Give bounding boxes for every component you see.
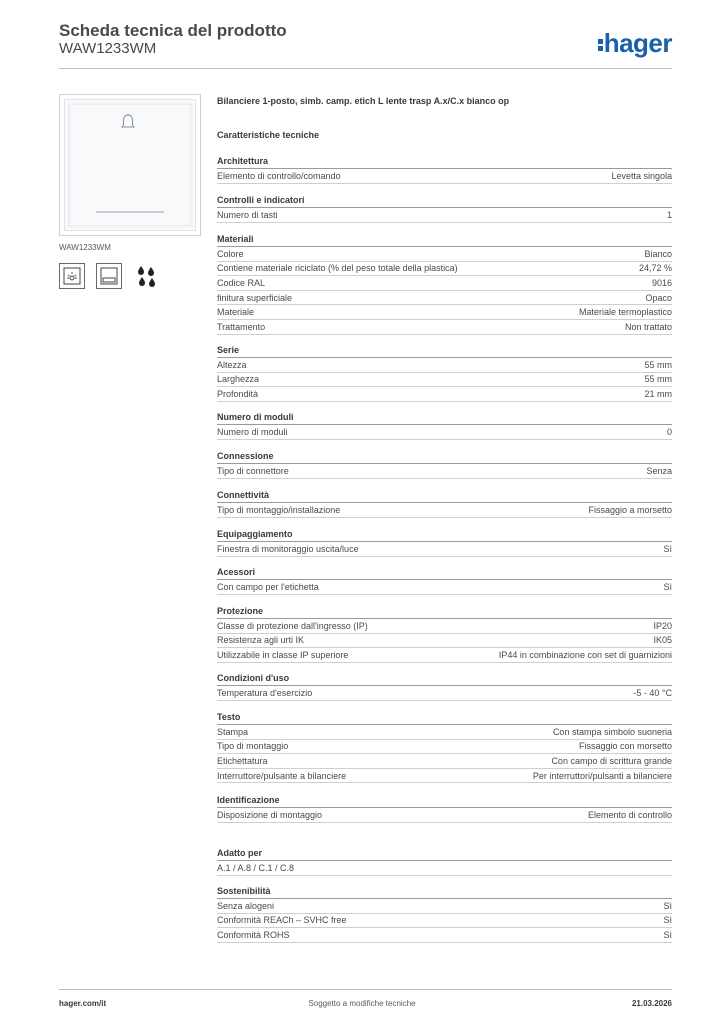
characteristics-heading: Caratteristiche tecniche (217, 130, 320, 140)
feature-icons (59, 263, 159, 289)
spec-label: Classe di protezione dall'ingresso (IP) (217, 620, 368, 631)
spec-row (217, 262, 672, 277)
image-caption: WAW1233WM (59, 243, 111, 252)
spec-value: IP20 (653, 620, 672, 631)
spec-label: Stampa (217, 726, 249, 737)
section-title: Identificazione (217, 795, 280, 805)
spec-label: Etichettatura (217, 755, 268, 766)
spec-row (217, 899, 672, 914)
spec-row (217, 373, 672, 388)
spec-row (217, 464, 672, 479)
spec-label: Senza alogeni (217, 900, 275, 911)
spec-value: 55 mm (644, 359, 672, 370)
spec-row (217, 291, 672, 306)
spec-label: finitura superficiale (217, 292, 293, 303)
section-title: Controlli e indicatori (217, 195, 305, 205)
spec-row (217, 769, 672, 784)
spec-row (217, 247, 672, 262)
spec-row (217, 808, 672, 823)
spec-label: Interruttore/pulsante a bilanciere (217, 770, 347, 781)
spec-value: Senza (646, 465, 672, 476)
section-title: Connettività (217, 490, 270, 500)
spec-label: Larghezza (217, 374, 260, 385)
spec-value: Elemento di controllo (587, 809, 672, 820)
spec-label: Elemento di controllo/comando (217, 170, 341, 181)
spec-label: Utilizzabile in classe IP superiore (217, 649, 349, 660)
spec-row (217, 686, 672, 701)
section-title: Materiali (217, 234, 254, 244)
spec-row (217, 928, 672, 943)
footer-date: 21.03.2026 (631, 999, 672, 1008)
spec-row (217, 387, 672, 402)
spec-label: Tipo di connettore (217, 465, 289, 476)
spec-value: Sì (663, 581, 672, 592)
section-title: Equipaggiamento (217, 529, 293, 539)
spec-row (217, 305, 672, 320)
section-title: Numero di moduli (217, 412, 294, 422)
spec-row (217, 503, 672, 518)
spec-value: Sì (663, 543, 672, 554)
product-image (59, 94, 201, 236)
spec-value: Con stampa simbolo suoneria (552, 726, 672, 737)
spec-label: Colore (217, 248, 244, 259)
spec-label: Resistenza agli urti IK (217, 635, 305, 646)
document-title: Scheda tecnica del prodotto (59, 21, 287, 40)
logo-text: hager (603, 28, 672, 58)
spec-value: Levetta singola (611, 170, 672, 181)
footer-note: Soggetto a modifiche tecniche (308, 999, 416, 1008)
spec-value: Sì (663, 915, 672, 926)
section-title: Condizioni d'uso (217, 673, 290, 683)
spec-value: 1 (666, 209, 672, 220)
spec-label: Conformità REACh – SVHC free (217, 915, 347, 926)
footer-divider (59, 989, 672, 990)
spec-row (217, 648, 672, 663)
spec-value: IP44 in combinazione con set di guarnizioni (498, 649, 672, 660)
spec-value: Sì (663, 900, 672, 911)
spec-label: Profondità (217, 388, 259, 399)
spec-row (217, 276, 672, 291)
spec-row (217, 725, 672, 740)
spec-value: 9016 (651, 277, 672, 288)
spec-value: Non trattato (624, 321, 672, 332)
section-title: Protezione (217, 606, 264, 616)
spec-row (217, 580, 672, 595)
section-title: Serie (217, 345, 240, 355)
spec-row (217, 619, 672, 634)
hager-logo (598, 28, 672, 59)
spec-value: Materiale termoplastico (578, 307, 672, 318)
spec-value: IK05 (653, 635, 672, 646)
footer-website[interactable]: hager.com/it (59, 999, 107, 1008)
label-strip (96, 211, 164, 213)
spec-row (217, 425, 672, 440)
spec-value: 21 mm (644, 388, 672, 399)
spec-value: Per interruttori/pulsanti a bilanciere (532, 770, 672, 781)
spec-label: Temperatura d'esercizio (217, 687, 313, 698)
spec-label: Tipo di montaggio/installazione (217, 504, 341, 515)
spec-value: Con campo di scrittura grande (551, 755, 672, 766)
bell-icon (120, 113, 136, 131)
spec-row (217, 914, 672, 929)
spec-row (217, 542, 672, 557)
section-title: Sostenibilità (217, 886, 271, 896)
section-title: Acessori (217, 567, 256, 577)
spec-row (217, 169, 672, 184)
spec-label: Trattamento (217, 321, 266, 332)
spec-row (217, 740, 672, 755)
spec-row (217, 358, 672, 373)
label-field-icon (96, 263, 122, 289)
spec-value: 0 (666, 426, 672, 437)
spec-label: Materiale (217, 307, 255, 318)
spec-label: Conformità ROHS (217, 929, 290, 940)
spec-label: Tipo di montaggio (217, 741, 289, 752)
spec-value: Fissaggio a morsetto (588, 504, 672, 515)
spec-row (217, 634, 672, 649)
spec-value: -5 - 40 °C (633, 687, 672, 698)
backlight-icon (59, 263, 85, 289)
section-title: Connessione (217, 451, 274, 461)
spec-label: Disposizione di montaggio (217, 809, 323, 820)
spec-row (217, 754, 672, 769)
spec-label: Con campo per l'etichetta (217, 581, 319, 592)
spec-label: Numero di moduli (217, 426, 288, 437)
water-drops-icon (133, 263, 159, 289)
product-description: Bilanciere 1-posto, simb. camp. etich L lente trasp A.x/C.x bianco op (217, 96, 510, 106)
spec-label: Finestra di monitoraggio uscita/luce (217, 543, 359, 554)
spec-label: Altezza (217, 359, 247, 370)
spec-value: Bianco (644, 248, 672, 259)
header-divider (59, 68, 672, 69)
spec-value: Fissaggio con morsetto (578, 741, 672, 752)
section-title: Architettura (217, 156, 269, 166)
spec-value: 24,72 % (638, 263, 672, 274)
section-title: Testo (217, 712, 241, 722)
spec-value: Sì (663, 929, 672, 940)
spec-label: A.1 / A.8 / C.1 / C.8 (217, 862, 295, 873)
spec-label: Contiene materiale riciclato (% del peso totale della plastica) (217, 263, 458, 274)
spec-row (217, 208, 672, 223)
spec-value: Opaco (645, 292, 672, 303)
spec-row (217, 320, 672, 335)
spec-label: Numero di tasti (217, 209, 278, 220)
spec-label: Codice RAL (217, 277, 266, 288)
product-code: WAW1233WM (59, 40, 157, 57)
spec-value: 55 mm (644, 374, 672, 385)
section-title: Adatto per (217, 848, 262, 858)
spec-row (217, 861, 672, 876)
